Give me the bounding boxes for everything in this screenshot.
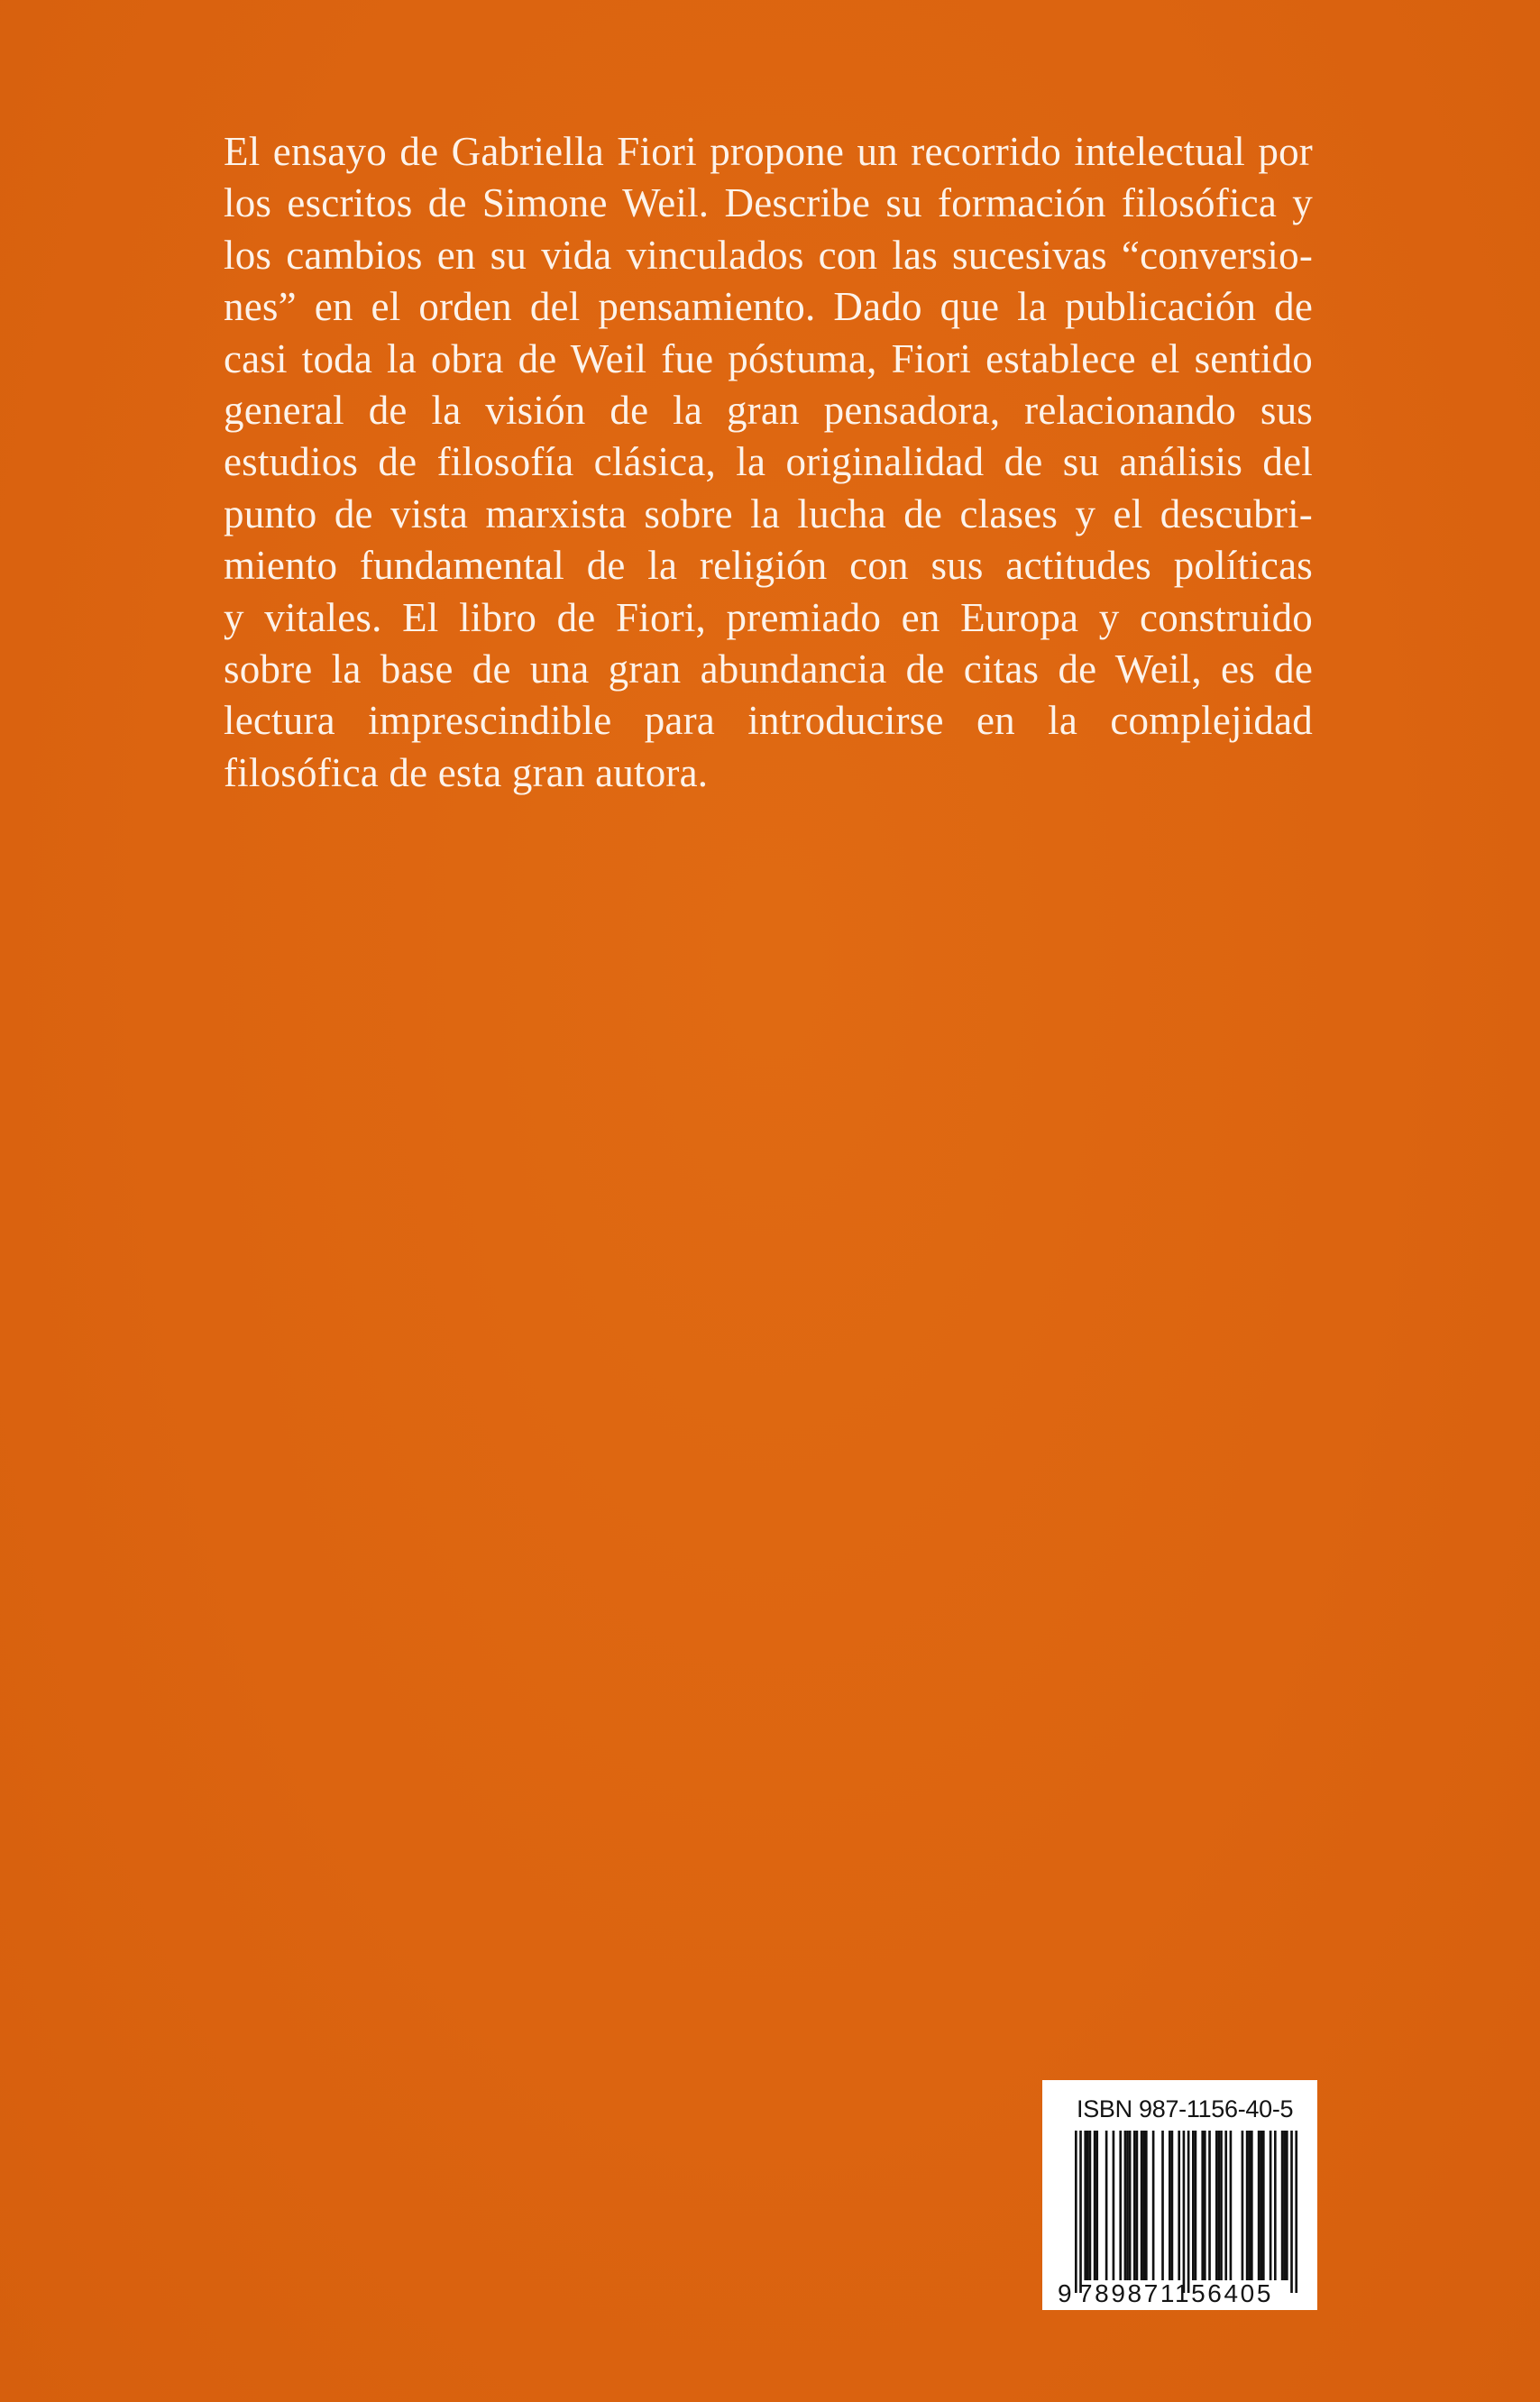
barcode-bar (1086, 2131, 1089, 2280)
synopsis-line: estudios de filosofía clásica, la originalidad de su análisis del (224, 439, 1313, 485)
isbn-number: ISBN 987-1156-40-5 (1077, 2095, 1294, 2122)
barcode-bar (1133, 2131, 1136, 2280)
barcode-bar (1274, 2131, 1277, 2280)
synopsis-line: los escritos de Simone Weil. Describe su formación filosófica y (224, 180, 1313, 226)
synopsis-line: filosófica de esta gran autora. (224, 749, 709, 795)
barcode-bar (1258, 2131, 1260, 2280)
synopsis-line: El ensayo de Gabriella Fiori propone un recorrido intelectual por (224, 129, 1313, 174)
ean-digits: 789871156405 (1078, 2279, 1273, 2307)
synopsis-text (224, 126, 1313, 799)
barcode-bar (1142, 2131, 1145, 2280)
barcode-bar (1270, 2131, 1272, 2280)
barcode-bar (1075, 2131, 1077, 2293)
synopsis-line: casi toda la obra de Weil fue póstuma, Fiori establece el sentido (224, 335, 1313, 381)
synopsis-line: nes” en el orden del pensamiento. Dado que la publicación de (224, 284, 1313, 330)
barcode-bar (1260, 2131, 1262, 2280)
barcode-bar (1248, 2131, 1251, 2280)
barcode-bar (1242, 2131, 1244, 2280)
barcode-bar (1251, 2131, 1253, 2280)
barcode-bar (1136, 2131, 1139, 2280)
barcode-bar (1113, 2131, 1115, 2280)
barcode-bar (1095, 2131, 1098, 2280)
barcode-bar (1201, 2131, 1204, 2280)
barcode-bar (1079, 2131, 1082, 2293)
barcode-bar (1124, 2131, 1127, 2280)
synopsis-line: lectura imprescindible para introducirse en la complejidad (224, 698, 1313, 744)
barcode-bar (1119, 2131, 1122, 2280)
barcode-bar (1094, 2131, 1096, 2280)
barcode-bar (1192, 2131, 1195, 2280)
isbn-barcode-label (1042, 2080, 1317, 2310)
synopsis-line: y vitales. El libro de Fiori, premiado en Europa y construido (224, 594, 1313, 640)
barcode-bar (1129, 2131, 1132, 2280)
barcode-bar (1161, 2131, 1164, 2280)
barcode-bar (1141, 2131, 1143, 2280)
barcode-bar (1286, 2131, 1288, 2280)
synopsis-line: sobre la base de una gran abundancia de citas de Weil, es de (224, 646, 1313, 692)
barcode-bar (1152, 2131, 1155, 2280)
barcode-bar (1204, 2131, 1206, 2280)
barcode-bar (1183, 2131, 1186, 2293)
barcode-bar (1224, 2131, 1227, 2280)
synopsis-line: los cambios en su vida vinculados con las sucesivas “conversio- (224, 232, 1313, 278)
synopsis-line: punto de vista marxista sobre la lucha de clases y el descubri- (224, 490, 1313, 536)
barcode-bar (1290, 2131, 1293, 2293)
barcode-bar (1283, 2131, 1286, 2280)
barcode-bar (1178, 2131, 1180, 2280)
barcode-bar (1218, 2131, 1221, 2280)
barcode-bar (1089, 2131, 1092, 2280)
barcode-bar (1145, 2131, 1148, 2280)
barcode-bar (1281, 2131, 1284, 2280)
barcode-bar (1220, 2131, 1223, 2280)
barcode-bar (1208, 2131, 1211, 2280)
barcode-bar (1169, 2131, 1171, 2280)
barcode-bar (1215, 2131, 1218, 2280)
barcode-bar (1246, 2131, 1249, 2280)
synopsis-line: miento fundamental de la religión con sus actitudes políticas (224, 543, 1313, 589)
barcode-bar (1126, 2131, 1129, 2280)
ean-lead-digit: 9 (1058, 2279, 1072, 2307)
barcode-bar (1262, 2131, 1265, 2280)
barcode-bar (1084, 2131, 1086, 2280)
barcode-bar (1187, 2131, 1190, 2293)
synopsis-line: general de la visión de la gran pensadora, relacionando sus (224, 388, 1313, 434)
barcode-bar (1295, 2131, 1297, 2293)
barcode-bar (1105, 2131, 1108, 2280)
barcode-bar (1171, 2131, 1174, 2280)
barcode-bar (1195, 2131, 1197, 2280)
barcode-bar (1230, 2131, 1233, 2280)
